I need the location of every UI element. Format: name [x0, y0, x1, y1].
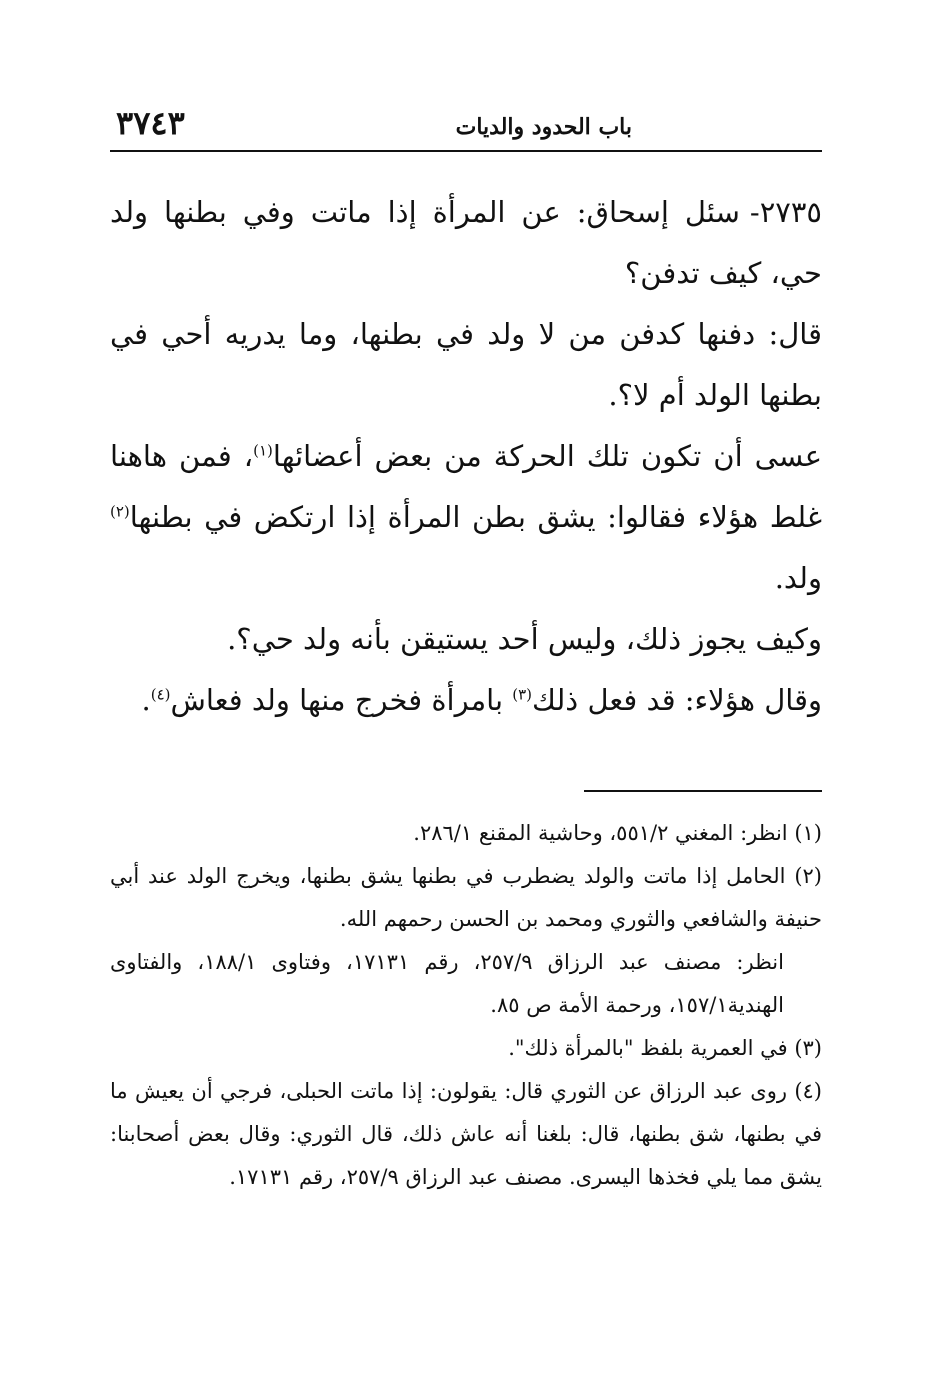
- page-number: ٣٧٤٣: [116, 104, 185, 142]
- footnote-ref-3: (٣): [512, 685, 533, 704]
- paragraph-text: ولد.: [774, 561, 822, 595]
- footnote-1: (١) انظر: المغني ٥٥١/٢، وحاشية المقنع ٢٨٦/١.: [413, 821, 822, 845]
- footnote-2: (٢) الحامل إذا ماتت والولد يضطرب في بطنها يشق بطنها، ويخرج الولد عند أبي حنيفة والشافعي والثوري ومحمد بن الحسن رحمهم الله.: [110, 864, 822, 931]
- footnote-3: (٣) في العمرية بلفظ "بالمرأة ذلك".: [508, 1036, 822, 1060]
- footnote-2-reference: انظر: مصنف عبد الرزاق ٢٥٧/٩، رقم ١٧١٣١، وفتاوى ١٨٨/١، والفتاوى الهندية١٥٧/١، ورحمة الأمة ص ٨٥.: [110, 950, 784, 1017]
- footnote-divider: [584, 790, 822, 792]
- paragraph-text: .: [141, 683, 151, 717]
- footnote-ref-4: (٤): [150, 685, 171, 704]
- paragraph-text: عسى أن تكون تلك الحركة من بعض أعضائها: [272, 439, 822, 473]
- main-text: [110, 182, 822, 731]
- answer-paragraph-4: [110, 670, 822, 731]
- footnote-ref-2: (٢): [110, 502, 130, 521]
- paragraph-text: بامرأة فخرج منها ولد فعاش: [170, 683, 513, 717]
- question-text: سئل إسحاق: عن المرأة إذا ماتت وفي بطنها ولد حي، كيف تدفن؟: [110, 195, 822, 290]
- footnotes: [110, 812, 822, 1199]
- running-title: باب الحدود والديات: [455, 114, 632, 140]
- answer-paragraph-1: قال: دفنها كدفن من لا ولد في بطنها، وما يدريه أحي في بطنها الولد أم لا؟.: [110, 317, 822, 412]
- entry-question: [110, 182, 822, 304]
- entry-number: ٢٧٣٥-: [749, 195, 822, 229]
- page-header: [110, 100, 822, 152]
- paragraph-text: ، فمن هاهنا غلط هؤلاء فقالوا: يشق بطن المرأة إذا ارتكض في بطنها: [110, 439, 822, 534]
- footnote-4: (٤) روى عبد الرزاق عن الثوري قال: يقولون: إذا ماتت الحبلى، فرجي أن يعيش ما في بطنها، شق بطنها، قال: بلغنا أنه عاش ذلك، قال الثوري: وقال بعض أصحابنا: يشق مما يلي فخذها اليسرى. مصنف عبد الرزاق ٢٥٧/٩، رقم ١٧١٣١.: [110, 1079, 822, 1189]
- paragraph-text: وقال هؤلاء: قد فعل ذلك: [532, 683, 822, 717]
- footnote-ref-1: (١): [253, 441, 273, 460]
- answer-paragraph-3: وكيف يجوز ذلك، وليس أحد يستيقن بأنه ولد حي؟.: [227, 622, 822, 656]
- answer-paragraph-2: [110, 426, 822, 609]
